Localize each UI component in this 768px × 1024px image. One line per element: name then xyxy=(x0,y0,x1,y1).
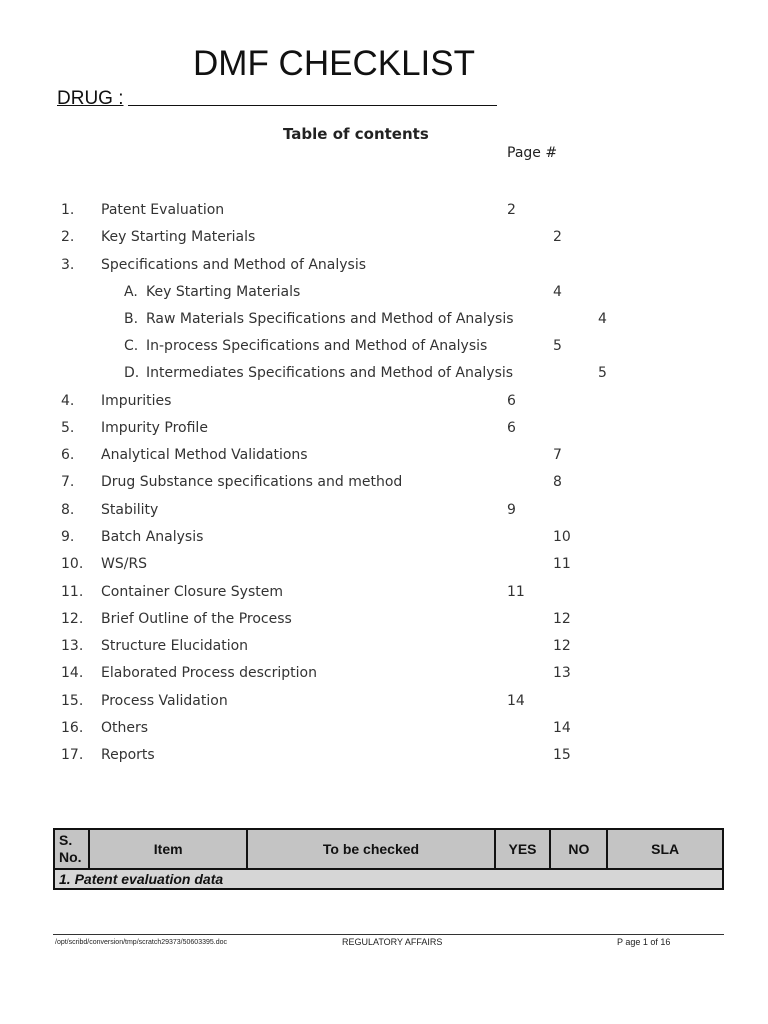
toc-item-number: 11. xyxy=(61,584,84,600)
toc-item-label: Key Starting Materials xyxy=(101,229,256,245)
toc-item-label: Structure Elucidation xyxy=(101,638,249,654)
toc-item-page: 12 xyxy=(553,638,571,654)
toc-item-page: 2 xyxy=(553,229,562,245)
toc-item-page: 4 xyxy=(553,284,562,300)
toc-item-label: Impurity Profile xyxy=(101,420,208,436)
toc-item-number: C. xyxy=(124,338,139,354)
toc-item-page: 7 xyxy=(553,447,562,463)
toc-item-page: 2 xyxy=(507,202,516,218)
toc-item-label: Reports xyxy=(101,747,155,763)
toc-heading: Table of contents xyxy=(283,125,429,143)
toc-item-label: Analytical Method Validations xyxy=(101,447,308,463)
toc-item-number: 9. xyxy=(61,529,75,545)
col-header-to-be-checked: To be checked xyxy=(247,829,494,869)
toc-item-label: WS/RS xyxy=(101,556,148,572)
toc-item-page: 14 xyxy=(507,693,525,709)
toc-item-label: Key Starting Materials xyxy=(146,284,301,300)
toc-item-number: 17. xyxy=(61,747,84,763)
toc-item-page: 13 xyxy=(553,665,571,681)
toc-item-number: 8. xyxy=(61,502,75,518)
footer-department: REGULATORY AFFAIRS xyxy=(342,937,443,947)
toc-item-number: 1. xyxy=(61,202,75,218)
toc-item-label: Raw Materials Specifications and Method of Analysis xyxy=(146,311,514,327)
toc-item-label: Drug Substance specifications and method xyxy=(101,474,403,490)
toc-item-number: 2. xyxy=(61,229,75,245)
footer-page-number: P age 1 of 16 xyxy=(617,937,671,947)
toc-page-column-header: Page # xyxy=(507,145,558,161)
toc-item-page: 10 xyxy=(553,529,571,545)
col-header-sla: SLA xyxy=(607,829,723,869)
toc-item-number: 5. xyxy=(61,420,75,436)
toc-item-number: B. xyxy=(124,311,139,327)
toc-item-label: Specifications and Method of Analysis xyxy=(101,257,367,273)
toc-item-page: 6 xyxy=(507,420,516,436)
footer-rule xyxy=(53,934,724,935)
toc-item-label: Process Validation xyxy=(101,693,228,709)
drug-label: DRUG : xyxy=(57,88,124,109)
drug-name-underline xyxy=(128,105,497,106)
toc-item-page: 14 xyxy=(553,720,571,736)
toc-item-page: 4 xyxy=(598,311,607,327)
checklist-table xyxy=(53,828,724,890)
toc-item-number: 15. xyxy=(61,693,84,709)
col-header-item: Item xyxy=(89,829,247,869)
section-title: 1. Patent evaluation data xyxy=(54,869,723,889)
toc-item-number: 16. xyxy=(61,720,84,736)
col-header-yes: YES xyxy=(495,829,551,869)
toc-item-number: 6. xyxy=(61,447,75,463)
toc-item-number: 13. xyxy=(61,638,84,654)
document-title: DMF CHECKLIST xyxy=(193,44,475,83)
toc-item-label: Others xyxy=(101,720,149,736)
toc-item-page: 11 xyxy=(553,556,571,572)
toc-item-page: 11 xyxy=(507,584,525,600)
toc-item-page: 5 xyxy=(553,338,562,354)
col-header-sno: S. No. xyxy=(54,829,89,869)
toc-item-label: Intermediates Specifications and Method of Analysis xyxy=(146,365,514,381)
toc-item-label: Patent Evaluation xyxy=(101,202,225,218)
toc-item-page: 5 xyxy=(598,365,607,381)
col-header-no: NO xyxy=(550,829,607,869)
toc-item-page: 8 xyxy=(553,474,562,490)
toc-item-number: 10. xyxy=(61,556,84,572)
toc-item-label: In-process Specifications and Method of Analysis xyxy=(146,338,488,354)
toc-item-label: Stability xyxy=(101,502,159,518)
checklist-header-row xyxy=(54,829,723,869)
toc-item-page: 9 xyxy=(507,502,516,518)
toc-item-page: 12 xyxy=(553,611,571,627)
toc-item-number: 4. xyxy=(61,393,75,409)
toc-item-label: Brief Outline of the Process xyxy=(101,611,292,627)
section-row xyxy=(54,869,723,889)
toc-item-page: 6 xyxy=(507,393,516,409)
toc-item-label: Elaborated Process description xyxy=(101,665,317,681)
toc-item-label: Container Closure System xyxy=(101,584,283,600)
toc-item-number: A. xyxy=(124,284,138,300)
toc-item-number: D. xyxy=(124,365,140,381)
footer-file-path: /opt/scribd/conversion/tmp/scratch29373/50603395.doc xyxy=(55,939,227,946)
toc-item-number: 12. xyxy=(61,611,84,627)
toc-item-number: 3. xyxy=(61,257,75,273)
toc-item-label: Batch Analysis xyxy=(101,529,204,545)
toc-item-page: 15 xyxy=(553,747,571,763)
toc-item-number: 14. xyxy=(61,665,84,681)
toc-item-number: 7. xyxy=(61,474,75,490)
toc-item-label: Impurities xyxy=(101,393,172,409)
